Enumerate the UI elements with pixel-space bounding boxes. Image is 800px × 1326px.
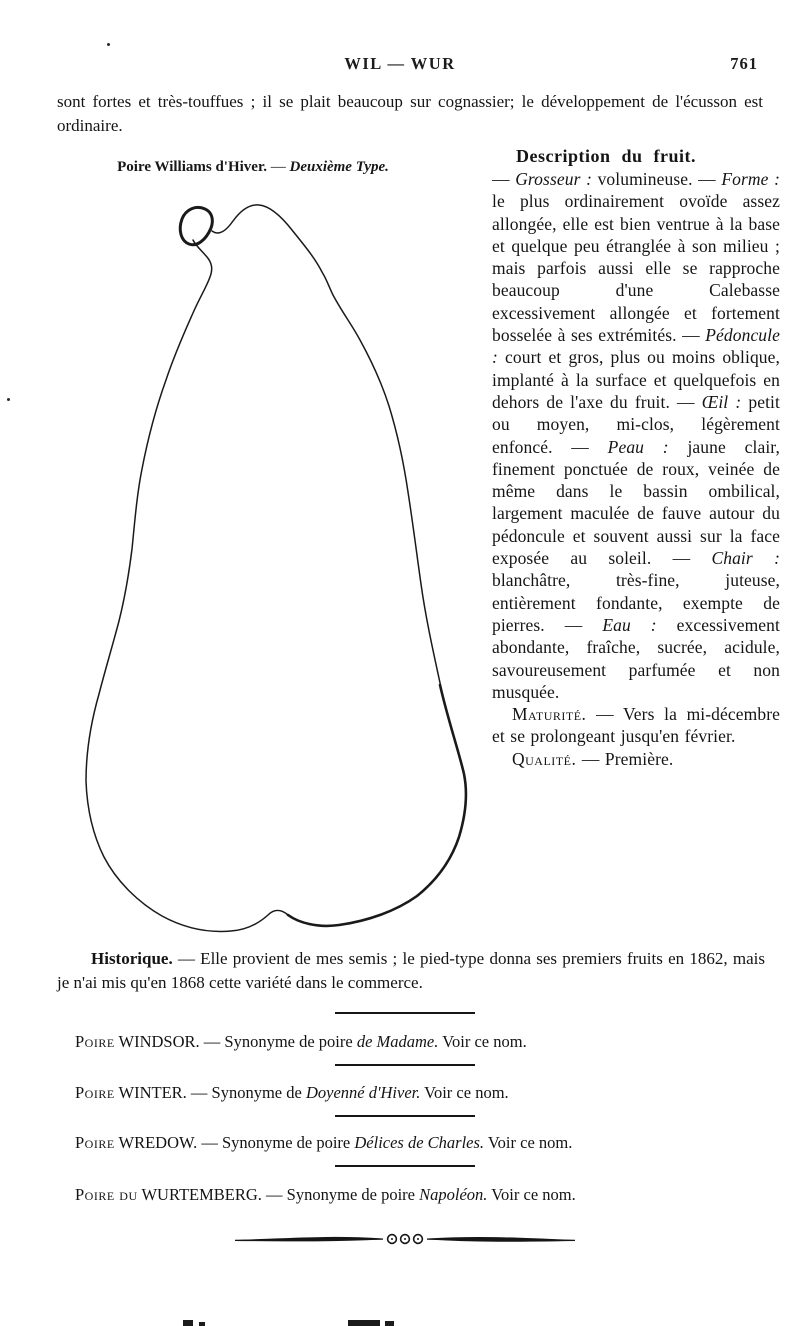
separator-rule — [335, 1012, 475, 1014]
pear-stalk — [180, 207, 212, 244]
text-segment: — Elle provient de mes semis ; le pied-type donna ses premiers fruits en 1862, mais je n'ai mis qu'en 1868 cette variété dans le commerce. — [57, 949, 765, 992]
text-segment: le plus ordinairement ovoïde assez allongée, elle est bien ventrue à la base et quelque peu étranglée à son milieu ; mais parfois aussi elle se rapproche beaucoup d'une Calebasse excessivement allongée et fortement bosselée à ses extrémités. — — [492, 191, 780, 346]
text-segment: Poire — [75, 1083, 115, 1102]
text-segment: Voir ce nom. — [438, 1032, 527, 1051]
text-segment: volumineuse. — — [592, 169, 722, 189]
page-number: 761 — [730, 54, 758, 73]
text-segment: Délices de Charles. — [354, 1133, 485, 1152]
figure-caption — [62, 159, 444, 176]
historique-paragraph — [57, 947, 765, 995]
text-segment: court et gros, plus ou moins oblique, implanté à la surface et quelquefois en dehors de l'axe du fruit. — — [492, 347, 780, 412]
synonym-entry-wurtemberg — [57, 1184, 769, 1206]
maturite-paragraph — [492, 703, 780, 748]
text-segment: Pédoncule : — [492, 325, 780, 368]
description-column — [492, 144, 780, 770]
separator-rule — [335, 1064, 475, 1066]
text-segment: jaune clair, finement ponctuée de roux, veinée de même dans le bassin ombilical, largement maculée de fauve autour du pédoncule et souvent aussi sur la face exposée au soleil. — — [492, 436, 780, 569]
text-segment: WURTEMBERG. — Synonyme de poire — [137, 1185, 420, 1204]
text-segment: Voir ce nom. — [487, 1185, 576, 1204]
page-edge-mark — [348, 1320, 380, 1326]
text-segment: Voir ce nom. — [484, 1133, 573, 1152]
page-edge-mark — [183, 1320, 193, 1326]
text-segment: — — [266, 159, 290, 175]
text-segment: Œil : — [701, 391, 742, 412]
separator-rule — [335, 1115, 475, 1117]
text-segment: Deuxième Type. — [289, 159, 389, 175]
text-segment: WINTER. — Synonyme de — [114, 1083, 306, 1102]
text-segment: — Première. — [576, 748, 674, 769]
text-segment: de Madame. — [356, 1032, 439, 1051]
description-heading: Description du fruit. — [516, 146, 696, 166]
text-segment: Doyenné d'Hiver. — [305, 1083, 421, 1102]
scan-speck — [7, 398, 10, 401]
ornament-divider — [233, 1227, 577, 1251]
text-segment: Poire du — [75, 1185, 138, 1204]
separator-rule — [335, 1165, 475, 1167]
text-segment: Poire Williams d'Hiver. — [117, 159, 267, 175]
pear-outline-shading — [288, 685, 466, 926]
text-segment: blanchâtre, très-fine, juteuse, entièrement fondante, exempte de pierres. — — [492, 570, 780, 635]
text-segment: Historique. — [91, 949, 173, 968]
text-segment: petit ou moyen, mi-clos, légèrement enfoncé. — — [492, 391, 780, 457]
page-edge-mark — [385, 1321, 394, 1326]
text-segment: Poire — [75, 1133, 115, 1152]
page-edge-mark — [199, 1322, 205, 1326]
text-segment: Peau : — [607, 436, 669, 457]
synonym-entry-wredow — [57, 1132, 769, 1154]
text-segment: Napoléon. — [419, 1185, 488, 1204]
description-body — [492, 168, 780, 703]
qualite-paragraph — [492, 748, 780, 770]
text-segment: Qualité. — [512, 748, 577, 769]
text-segment: — Vers la mi-décembre et se prolongeant jusqu'en février. — [492, 704, 780, 747]
text-segment: WINDSOR. — Synonyme de poire — [114, 1032, 357, 1051]
synonym-entry-windsor — [57, 1031, 769, 1053]
text-segment: Voir ce nom. — [420, 1083, 509, 1102]
text-segment: Poire — [75, 1032, 115, 1051]
running-head: WIL — WUR — [344, 54, 456, 73]
text-segment: Forme : — [721, 169, 781, 189]
text-segment: WREDOW. — Synonyme de poire — [114, 1133, 355, 1152]
text-segment: Grosseur : — [515, 169, 592, 189]
pear-outline — [86, 205, 466, 932]
text-segment: excessivement abondante, fraîche, sucrée, acidule, savoureusement parfumée et non musquée. — [492, 614, 780, 702]
text-segment: — — [492, 169, 516, 189]
intro-paragraph: sont fortes et très-touffues ; il se plait beaucoup sur cognassier; le développement de l'écusson est ordinaire. — [57, 92, 763, 135]
synonym-entry-winter — [57, 1082, 769, 1104]
scan-speck — [107, 43, 110, 46]
text-segment: Eau : — [602, 614, 657, 635]
text-segment: Chair : — [711, 548, 780, 569]
text-segment: Maturité. — [512, 704, 587, 725]
pear-figure — [60, 193, 485, 943]
